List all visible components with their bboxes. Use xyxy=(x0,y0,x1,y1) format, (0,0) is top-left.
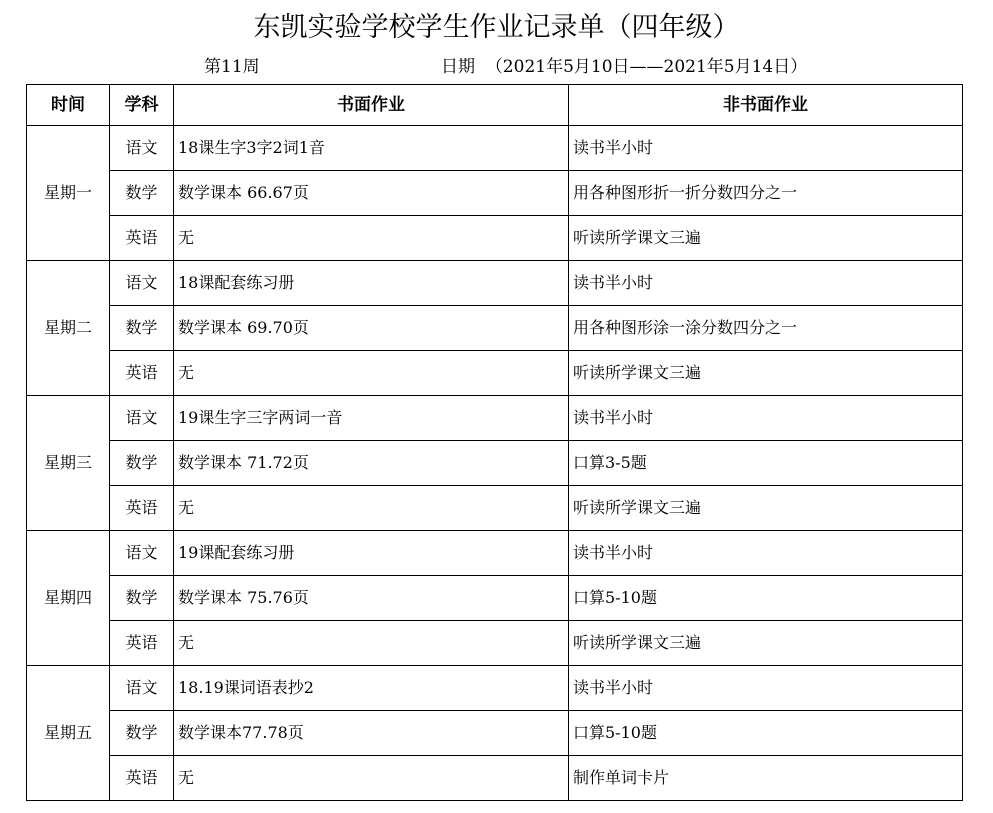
table-row xyxy=(27,711,963,756)
written-homework-cell: 18.19课词语表抄2 xyxy=(174,666,569,711)
subject-cell: 数学 xyxy=(110,441,174,486)
table-row xyxy=(27,621,963,666)
written-homework-cell: 数学课本77.78页 xyxy=(174,711,569,756)
day-cell: 星期三 xyxy=(27,396,110,531)
table-row xyxy=(27,216,963,261)
subject-cell: 英语 xyxy=(110,756,174,801)
table-row xyxy=(27,261,963,306)
nonwritten-homework-cell: 口算5-10题 xyxy=(569,711,963,756)
header-written-homework: 书面作业 xyxy=(174,85,569,126)
nonwritten-homework-cell: 听读所学课文三遍 xyxy=(569,621,963,666)
written-homework-cell: 数学课本 66.67页 xyxy=(174,171,569,216)
written-homework-cell: 数学课本 71.72页 xyxy=(174,441,569,486)
day-cell: 星期五 xyxy=(27,666,110,801)
table-row xyxy=(27,486,963,531)
subject-cell: 英语 xyxy=(110,621,174,666)
written-homework-cell: 无 xyxy=(174,216,569,261)
subject-cell: 语文 xyxy=(110,261,174,306)
written-homework-cell: 无 xyxy=(174,756,569,801)
subject-cell: 英语 xyxy=(110,486,174,531)
table-row xyxy=(27,531,963,576)
header-time: 时间 xyxy=(27,85,110,126)
written-homework-cell: 无 xyxy=(174,486,569,531)
nonwritten-homework-cell: 读书半小时 xyxy=(569,261,963,306)
nonwritten-homework-cell: 用各种图形折一折分数四分之一 xyxy=(569,171,963,216)
table-row xyxy=(27,306,963,351)
nonwritten-homework-cell: 读书半小时 xyxy=(569,531,963,576)
table-row xyxy=(27,351,963,396)
written-homework-cell: 数学课本 75.76页 xyxy=(174,576,569,621)
table-row xyxy=(27,756,963,801)
table-row xyxy=(27,171,963,216)
nonwritten-homework-cell: 听读所学课文三遍 xyxy=(569,351,963,396)
written-homework-cell: 数学课本 69.70页 xyxy=(174,306,569,351)
nonwritten-homework-cell: 听读所学课文三遍 xyxy=(569,216,963,261)
header-subject: 学科 xyxy=(110,85,174,126)
day-cell: 星期一 xyxy=(27,126,110,261)
nonwritten-homework-cell: 制作单词卡片 xyxy=(569,756,963,801)
table-row xyxy=(27,666,963,711)
date-range: 日期 （2021年5月10日——2021年5月14日） xyxy=(441,57,808,77)
day-cell: 星期二 xyxy=(27,261,110,396)
nonwritten-homework-cell: 用各种图形涂一涂分数四分之一 xyxy=(569,306,963,351)
nonwritten-homework-cell: 口算5-10题 xyxy=(569,576,963,621)
day-cell: 星期四 xyxy=(27,531,110,666)
written-homework-cell: 无 xyxy=(174,621,569,666)
nonwritten-homework-cell: 读书半小时 xyxy=(569,666,963,711)
nonwritten-homework-cell: 口算3-5题 xyxy=(569,441,963,486)
table-row xyxy=(27,576,963,621)
subject-cell: 语文 xyxy=(110,396,174,441)
week-label: 第11周 xyxy=(204,57,260,77)
subject-cell: 数学 xyxy=(110,171,174,216)
table-row xyxy=(27,126,963,171)
header-nonwritten-homework: 非书面作业 xyxy=(569,85,963,126)
written-homework-cell: 18课生字3字2词1音 xyxy=(174,126,569,171)
document-title: 东凯实验学校学生作业记录单（四年级） xyxy=(253,12,740,43)
subject-cell: 数学 xyxy=(110,306,174,351)
subject-cell: 语文 xyxy=(110,531,174,576)
written-homework-cell: 18课配套练习册 xyxy=(174,261,569,306)
subject-cell: 英语 xyxy=(110,351,174,396)
written-homework-cell: 19课配套练习册 xyxy=(174,531,569,576)
written-homework-cell: 无 xyxy=(174,351,569,396)
subject-cell: 数学 xyxy=(110,576,174,621)
subject-cell: 语文 xyxy=(110,666,174,711)
homework-table xyxy=(26,84,963,801)
header-row xyxy=(27,85,963,126)
subject-cell: 英语 xyxy=(110,216,174,261)
written-homework-cell: 19课生字三字两词一音 xyxy=(174,396,569,441)
nonwritten-homework-cell: 读书半小时 xyxy=(569,126,963,171)
table-row xyxy=(27,441,963,486)
table-row xyxy=(27,396,963,441)
nonwritten-homework-cell: 读书半小时 xyxy=(569,396,963,441)
nonwritten-homework-cell: 听读所学课文三遍 xyxy=(569,486,963,531)
subject-cell: 语文 xyxy=(110,126,174,171)
subject-cell: 数学 xyxy=(110,711,174,756)
